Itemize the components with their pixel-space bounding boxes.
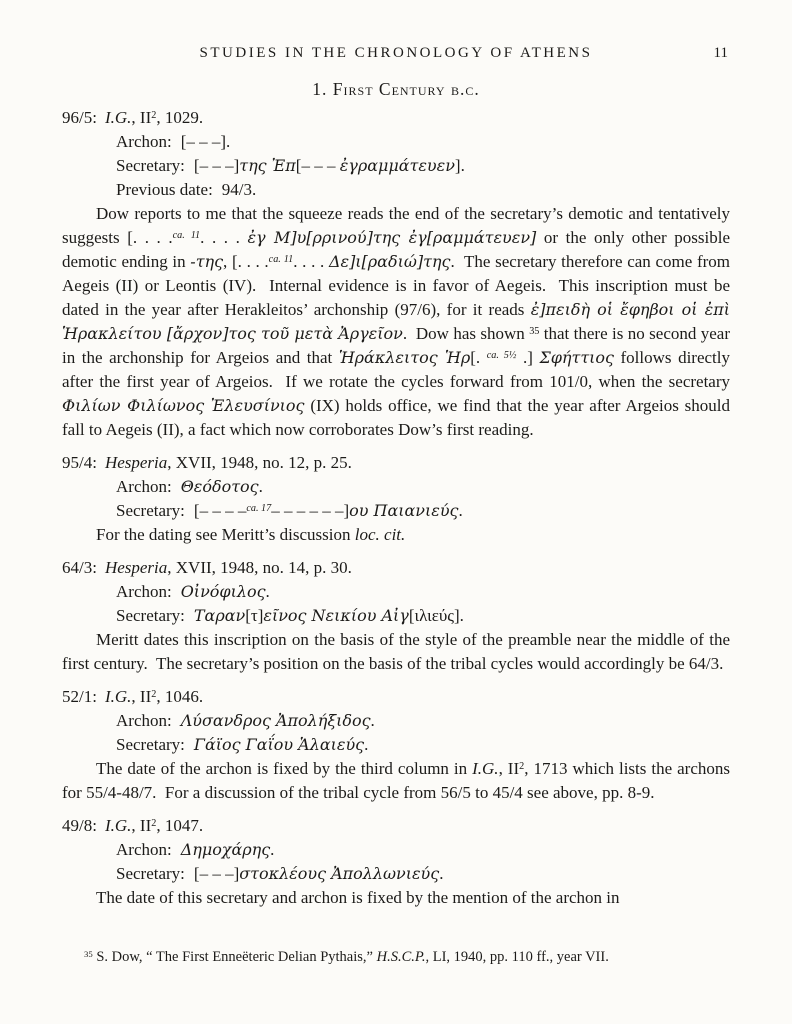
field-label: Archon: xyxy=(116,582,172,601)
text-segment: loc. cit. xyxy=(354,525,406,544)
text-segment: [– – – – xyxy=(193,501,247,520)
entry-field xyxy=(62,862,730,886)
superscript: 35 xyxy=(529,326,540,338)
text-segment: , 1047. xyxy=(156,816,204,835)
text-segment: The date of this secretary and archon is fixed by the mention of the archon in xyxy=(96,888,620,907)
greek-text: Οἰνόφιλος xyxy=(180,582,266,601)
text-segment: , XVII, 1948, no. 14, p. 30. xyxy=(167,558,352,577)
text-segment: that there is no second year in the archonship for Argeios and that xyxy=(62,324,731,367)
field-label: Secretary: xyxy=(116,864,185,883)
text-segment: , II xyxy=(131,687,152,706)
entry-year-label: 64/3: xyxy=(62,558,97,577)
text-segment: ]. xyxy=(454,156,465,175)
entry-field xyxy=(62,604,730,628)
greek-text: ἐ]πειδὴ οἱ ἔφηβοι οἱ ἐπὶ Ἡρακλείτου [ἄρχον]τος τοῦ μετὰ Ἀργεῖον xyxy=(62,300,730,343)
text-segment: S. Dow, “ The First Enneëteric Delian Pythais,” xyxy=(92,949,377,965)
text-segment: Meritt dates this inscription on the basis of the style of the preamble near the middle of the first century. The secretary’s position on the basis of the tribal cycles would accordingly be 64/3. xyxy=(62,630,730,673)
text-segment: .] xyxy=(516,348,540,367)
text-segment: (IX) holds office, we find that the year after Argeios should fall to Aegeis (II), a fact which now corroborates Dow’s first reading. xyxy=(62,396,730,439)
greek-text: -της xyxy=(190,252,224,271)
body-paragraph xyxy=(62,757,730,805)
superscript: ca. 17 xyxy=(246,503,272,515)
entry-year-label: 49/8: xyxy=(62,816,97,835)
greek-text: ἐγ Μ]υ[ρρινού]της ἐγ[ραμμάτευεν] xyxy=(247,228,537,247)
text-segment: . xyxy=(364,735,369,754)
greek-text: Λύσανδρος Ἀπολήξιδος xyxy=(180,711,371,730)
superscript: 2 xyxy=(519,761,525,773)
greek-text: Δημοχάρης xyxy=(180,840,271,859)
greek-text: Δε]ι[ραδιώ]της xyxy=(328,252,451,271)
text-segment: [ιλιεύς]. xyxy=(408,606,464,625)
entry xyxy=(62,556,730,676)
text-segment: follows directly after the first year of Argeios. If we rotate the cycles forward from 101/0, when the secretary xyxy=(62,348,730,391)
text-segment: [– – –] xyxy=(193,156,240,175)
text-segment: I.G. xyxy=(104,108,132,127)
greek-text: Ταραν xyxy=(193,606,246,625)
text-segment: , [. . . . xyxy=(223,252,269,271)
entry xyxy=(62,106,730,442)
entry-heading xyxy=(62,451,730,475)
text-segment: The date of the archon is fixed by the third column in xyxy=(96,759,473,778)
entry-heading xyxy=(62,556,730,580)
superscript: 35 xyxy=(84,949,93,960)
entry-heading xyxy=(62,685,730,709)
field-label: Archon: xyxy=(116,840,172,859)
entry-field xyxy=(62,499,730,523)
entries-list xyxy=(62,106,730,910)
field-label: Archon: xyxy=(116,711,172,730)
text-segment: . . . . xyxy=(200,228,248,247)
superscript: ca. 5½ xyxy=(486,350,517,362)
text-segment: or the only other possible demotic ending in xyxy=(62,228,731,271)
running-header xyxy=(62,44,730,62)
text-segment: [– – – xyxy=(295,156,340,175)
text-segment: H.S.C.P. xyxy=(376,949,426,965)
text-segment: 94/3. xyxy=(221,180,257,199)
text-segment: , 1046. xyxy=(156,687,204,706)
entry xyxy=(62,451,730,547)
entry-field xyxy=(62,580,730,604)
text-segment: [. xyxy=(470,348,487,367)
entry-field xyxy=(62,733,730,757)
field-label: Previous date: xyxy=(116,180,213,199)
field-label: Archon: xyxy=(116,132,172,151)
field-label: Secretary: xyxy=(116,156,185,175)
entry xyxy=(62,814,730,910)
text-segment: . xyxy=(270,840,275,859)
text-segment: [– – –] xyxy=(193,864,240,883)
field-label: Secretary: xyxy=(116,501,185,520)
text-segment: . Dow has shown xyxy=(402,324,530,343)
greek-text: Γάϊος Γαΐου Ἁλαιεύς xyxy=(193,735,365,754)
superscript: 2 xyxy=(151,818,157,830)
text-segment: , XVII, 1948, no. 12, p. 25. xyxy=(167,453,352,472)
text-segment: [– – –]. xyxy=(180,132,231,151)
entry xyxy=(62,685,730,805)
text-segment: Dow reports to me that the squeeze reads the end of the secretary’s demotic and tentatively suggests [. . . . xyxy=(62,204,730,247)
greek-text: Φιλίων Φιλίωνος Ἐλευσίνιος xyxy=(62,396,305,415)
field-label: Archon: xyxy=(116,477,172,496)
entry-heading xyxy=(62,106,730,130)
field-label: Secretary: xyxy=(116,735,185,754)
page-content xyxy=(62,44,730,919)
entry-field xyxy=(62,130,730,154)
greek-text: εῖνος Νεικίου Αἰγ xyxy=(263,606,409,625)
entry-field xyxy=(62,475,730,499)
entry-year-label: 52/1: xyxy=(62,687,97,706)
entry-field xyxy=(62,709,730,733)
text-segment: I.G. xyxy=(472,759,499,778)
text-segment: Hesperia xyxy=(104,453,168,472)
entry-heading xyxy=(62,814,730,838)
text-segment: I.G. xyxy=(104,816,132,835)
text-segment: , II xyxy=(131,108,152,127)
text-segment: , II xyxy=(498,759,520,778)
text-segment: . xyxy=(439,864,444,883)
footnote xyxy=(62,948,730,967)
text-segment: . xyxy=(258,477,263,496)
text-segment: , 1029. xyxy=(156,108,204,127)
text-segment: . . . . xyxy=(293,252,329,271)
superscript: 2 xyxy=(151,110,157,122)
greek-text: Ἡράκλειτος Ἡρ xyxy=(338,348,471,367)
section-heading: 1. First Century b.c. xyxy=(312,79,480,99)
text-segment: I.G. xyxy=(104,687,132,706)
text-segment: . xyxy=(265,582,270,601)
text-segment: , 1713 which lists the archons for 55/4-48/7. For a discussion of the tribal cycle from 56/5 to 45/4 see above, pp. 8-9. xyxy=(62,759,730,802)
superscript: 2 xyxy=(151,689,157,701)
greek-text: Σφήττιος xyxy=(539,348,614,367)
body-paragraph xyxy=(62,886,730,910)
greek-text: στοκλέους Ἀπολλωνιεύς xyxy=(239,864,440,883)
greek-text: ἐγραμμάτευεν xyxy=(339,156,455,175)
text-segment: . The secretary therefore can come from Aegeis (II) or Leontis (IV). Internal evidence is in favor of Aegeis. This inscription must be dated in the year after Herakleitos’ archonship (97/6), for it reads xyxy=(62,252,730,319)
text-segment: . xyxy=(458,501,463,520)
text-segment: , II xyxy=(131,816,152,835)
entry-year-label: 95/4: xyxy=(62,453,97,472)
greek-text: της Ἐπ xyxy=(239,156,296,175)
greek-text: Θεόδοτος xyxy=(180,477,259,496)
page-number: 11 xyxy=(713,45,728,61)
text-segment: – – – – – –] xyxy=(271,501,350,520)
greek-text: ου Παιανιεύς xyxy=(349,501,459,520)
text-segment: [τ] xyxy=(245,606,264,625)
running-header-title: STUDIES IN THE CHRONOLOGY OF ATHENS xyxy=(199,45,593,61)
field-label: Secretary: xyxy=(116,606,185,625)
entry-year-label: 96/5: xyxy=(62,108,97,127)
text-segment: , LI, 1940, pp. 110 ff., year VII. xyxy=(425,949,609,965)
entry-field xyxy=(62,838,730,862)
entry-field xyxy=(62,154,730,178)
entry-field xyxy=(62,178,730,202)
body-paragraph xyxy=(62,202,730,442)
body-paragraph xyxy=(62,628,730,676)
text-segment: For the dating see Meritt’s discussion xyxy=(96,525,355,544)
superscript: ca. 11 xyxy=(172,230,201,242)
text-segment: Hesperia xyxy=(104,558,168,577)
text-segment: . xyxy=(370,711,375,730)
superscript: ca. 11 xyxy=(268,254,294,266)
body-paragraph xyxy=(62,523,730,547)
